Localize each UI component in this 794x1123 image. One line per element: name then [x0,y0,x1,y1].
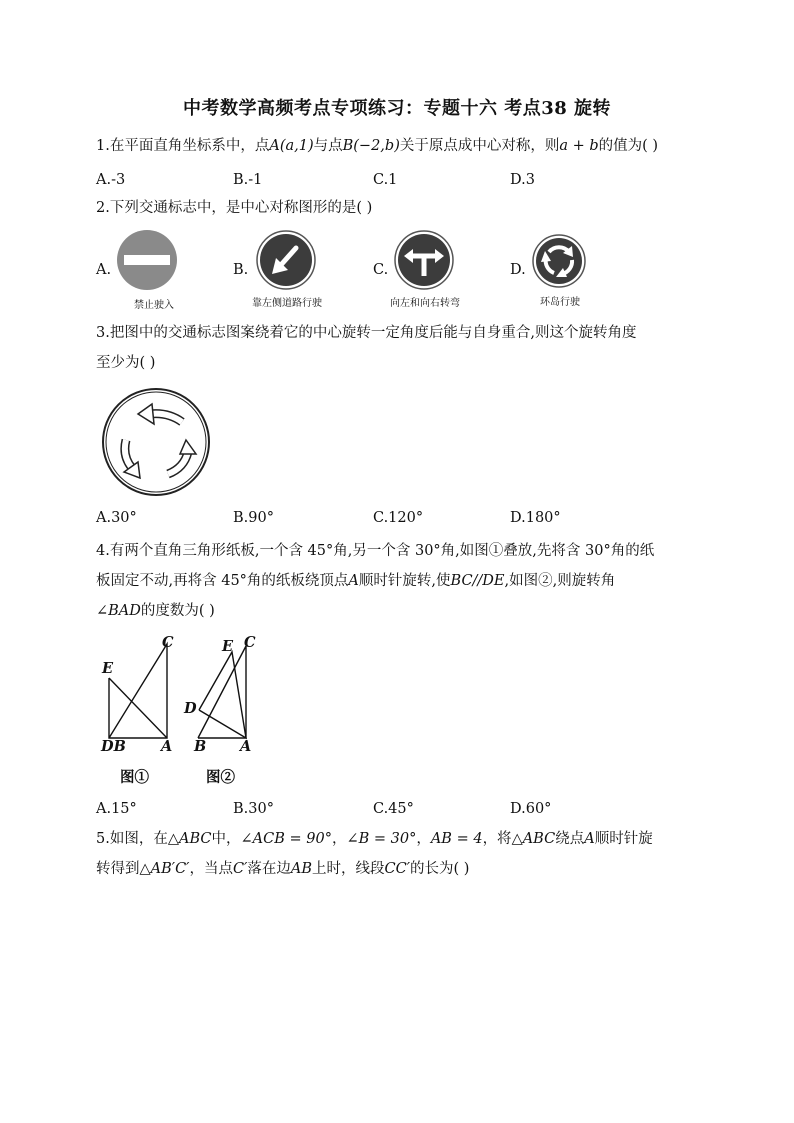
fig1-label-a: A [161,738,173,755]
no-entry-sign-icon [116,229,180,293]
question-3-options [96,510,696,534]
option-b: B.90° [233,510,274,526]
option-d: D.180° [510,510,561,526]
option-c-label: C. [373,262,389,278]
fig2-label-c: C [244,634,256,651]
fig2-label-e: E [222,638,234,655]
question-2-stem: 2.下列交通标志中，是中心对称图形的是( ) [96,200,373,216]
fig2-label-a: A [240,738,252,755]
option-d: D.60° [510,801,552,817]
fig2-label-b: B [194,738,207,755]
option-d: D.3 [510,172,535,188]
point-a: A(a,1) [269,138,314,154]
roundabout-sign-icon [532,234,588,290]
caption-roundabout: 环岛行驶 [540,297,580,308]
caption-turn-left-right: 向左和向右转弯 [390,298,460,309]
figure-1-caption: 图① [120,769,149,786]
option-c: C.45° [373,801,414,817]
question-5-stem: 5.如图，在△ABC中，∠ACB = 90°，∠B = 30°，AB = 4，将△ABC绕点A顺时针旋 转得到△AB′C′，当点C′落在边AB上时，线段CC′的长为( ) [96,831,653,877]
fig1-label-c: C [162,634,174,651]
fig1-label-db: DB [101,738,126,755]
caption-keep-left: 靠左侧道路行驶 [252,298,322,309]
option-a-label: A. [96,262,112,278]
figure-2-caption: 图② [206,769,235,786]
option-d-label: D. [510,262,526,278]
question-4-options [96,801,696,825]
question-1-stem: 1.在平面直角坐标系中，点A(a,1)与点B(−2,b)关于原点成中心对称，则a + b的值为( ) [96,138,659,154]
option-c: C.120° [373,510,424,526]
page-title: 中考数学高频考点专项练习：专题十六 考点38 旋转 [182,98,612,119]
expression: a + b [559,138,599,154]
option-b: B.-1 [233,172,263,188]
caption-no-entry: 禁止驶入 [134,300,174,311]
fig1-label-e: E [102,660,114,677]
turn-left-right-sign-icon [394,230,456,292]
roundabout-figure-icon [100,388,214,498]
option-a: A.15° [96,801,137,817]
option-b-label: B. [233,262,249,278]
option-c: C.1 [373,172,398,188]
option-b: B.30° [233,801,274,817]
option-a: A.30° [96,510,137,526]
keep-left-sign-icon [256,230,318,292]
point-b: B(−2,b) [342,138,400,154]
question-3-stem: 3.把图中的交通标志图案绕着它的中心旋转一定角度后能与自身重合,则这个旋转角度 至少为( ) [96,325,637,371]
question-4-stem: 4.有两个直角三角形纸板,一个含 45°角,另一个含 30°角,如图①叠放,先将含 30°角的纸 板固定不动,再将含 45°角的纸板绕顶点A顺时针旋转,使BC//DE,如图②,则旋转角 ∠BAD的度数为( ) [96,543,655,619]
option-a: A.-3 [96,172,126,188]
fig2-label-d: D [184,700,197,717]
